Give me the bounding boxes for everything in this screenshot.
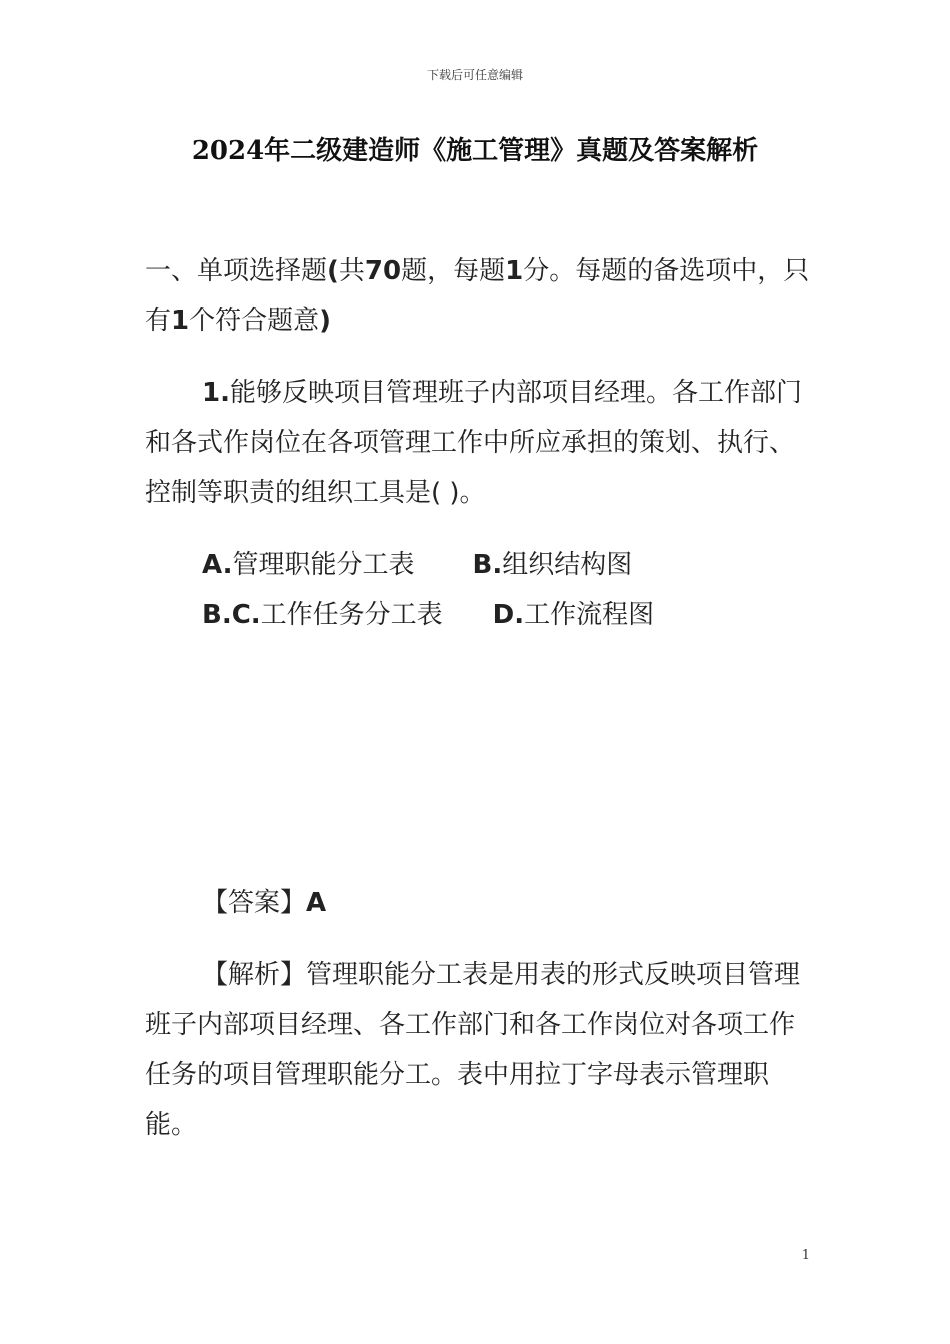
section-heading-part-a: 共 xyxy=(338,256,365,286)
section-heading xyxy=(145,246,810,346)
section-heading-paren-open: ( xyxy=(327,256,339,286)
option-text: 组织结构图 xyxy=(502,550,633,580)
analysis-label: 【解析】 xyxy=(202,960,307,990)
correct-count: 1 xyxy=(171,306,190,336)
option-letter: B.C. xyxy=(202,600,261,630)
options-row-1 xyxy=(202,540,812,590)
options-row-2 xyxy=(202,590,812,640)
option-letter: A. xyxy=(202,550,233,580)
option-text: 管理职能分工表 xyxy=(232,550,415,580)
header-note: 下载后可任意编辑 xyxy=(426,68,523,82)
option-text: 工作流程图 xyxy=(524,600,655,630)
section-heading-part-d: 个符合题意 xyxy=(189,306,320,336)
option-b xyxy=(473,540,633,590)
section-heading-part-c: 分。每题的备选项中，只有 xyxy=(145,256,810,336)
option-text: 工作任务分工表 xyxy=(260,600,443,630)
option-a xyxy=(202,540,415,590)
answer-label: 【答案】 xyxy=(202,888,307,918)
question-1 xyxy=(145,368,810,518)
page-number: 1 xyxy=(801,1248,810,1263)
document-title: 2024年二级建造师《施工管理》真题及答案解析 xyxy=(191,136,759,166)
section-heading-paren-close: ) xyxy=(319,306,332,336)
question-number: 1. xyxy=(202,378,230,408)
points-per-question: 1 xyxy=(505,256,524,286)
option-letter: B. xyxy=(472,550,503,580)
option-letter: D. xyxy=(492,600,525,630)
total-questions: 70 xyxy=(364,256,402,286)
option-d xyxy=(493,590,654,640)
analysis xyxy=(145,950,810,1150)
answer-options xyxy=(202,540,812,640)
section-heading-prefix: 一、单项选择题 xyxy=(145,256,328,286)
option-c xyxy=(202,590,443,640)
answer xyxy=(145,878,810,928)
section-heading-part-b: 题，每题 xyxy=(401,256,506,286)
question-text: 能够反映项目管理班子内部项目经理。各工作部门和各式作岗位在各项管理工作中所应承担的策划、执行、控制等职责的组织工具是( )。 xyxy=(145,378,802,508)
analysis-text: 管理职能分工表是用表的形式反映项目管理班子内部项目经理、各工作部门和各工作岗位对各项工作任务的项目管理职能分工。表中用拉丁字母表示管理职能。 xyxy=(145,960,801,1140)
answer-value: A xyxy=(306,888,327,918)
